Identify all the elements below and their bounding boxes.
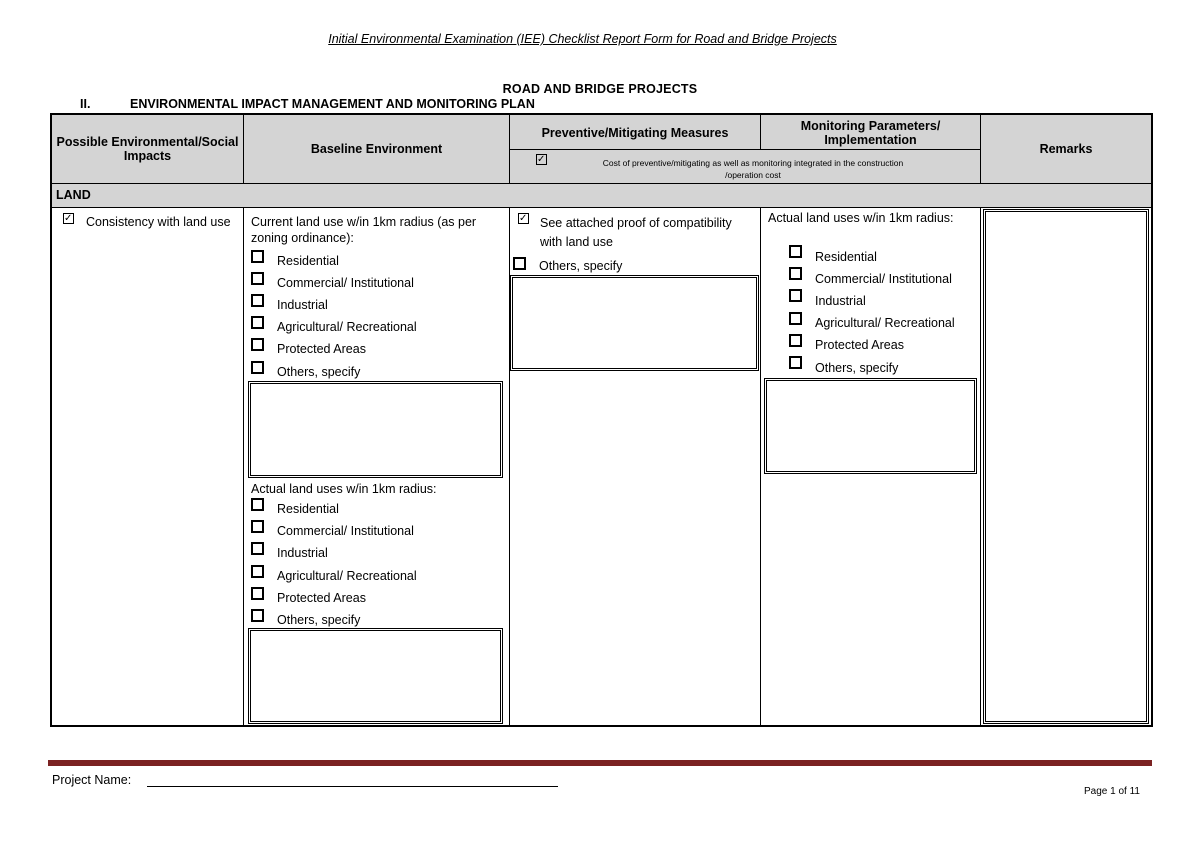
baseline-current-others-label: Others, specify	[277, 365, 361, 379]
category-row-background	[52, 184, 1151, 207]
document-header-title: Initial Environmental Examination (IEE) Checklist Report Form for Road and Bridge Projects	[328, 32, 837, 46]
mitigation-others-label: Others, specify	[539, 259, 623, 273]
baseline-actual-commercial-label: Commercial/ Institutional	[277, 524, 414, 538]
baseline-actual-others-field[interactable]	[248, 628, 503, 724]
monitoring-agricultural-checkbox[interactable]	[789, 312, 802, 325]
category-bottom-line	[52, 207, 1151, 208]
category-label: LAND	[56, 188, 91, 202]
monitoring-commercial-label: Commercial/ Institutional	[815, 272, 952, 286]
baseline-current-industrial-checkbox[interactable]	[251, 294, 264, 307]
baseline-actual-label: Actual land uses w/in 1km radius:	[251, 482, 437, 496]
monitoring-others-checkbox[interactable]	[789, 356, 802, 369]
header-bottom-line	[52, 183, 1151, 184]
monitoring-industrial-checkbox[interactable]	[789, 289, 802, 302]
monitoring-residential-label: Residential	[815, 250, 877, 264]
baseline-actual-residential-checkbox[interactable]	[251, 498, 264, 511]
baseline-current-others-checkbox[interactable]	[251, 361, 264, 374]
monitoring-protected-label: Protected Areas	[815, 338, 904, 352]
section-number: II.	[80, 97, 91, 111]
baseline-actual-commercial-checkbox[interactable]	[251, 520, 264, 533]
header-baseline-environment: Baseline Environment	[310, 142, 443, 156]
monitoring-agricultural-label: Agricultural/ Recreational	[815, 316, 955, 330]
baseline-current-industrial-label: Industrial	[277, 298, 328, 312]
baseline-current-agricultural-label: Agricultural/ Recreational	[277, 320, 417, 334]
impact-checkbox[interactable]	[63, 213, 74, 224]
monitoring-residential-checkbox[interactable]	[789, 245, 802, 258]
header-mitigating-measures: Preventive/Mitigating Measures	[541, 126, 729, 140]
baseline-current-residential-checkbox[interactable]	[251, 250, 264, 263]
monitoring-protected-checkbox[interactable]	[789, 334, 802, 347]
mitigation-proof-checkbox[interactable]	[518, 213, 529, 224]
cost-note-line1: Cost of preventive/mitigating as well as monitoring integrated in the construction	[602, 158, 904, 168]
header-monitoring-parameters: Monitoring Parameters/ Implementation	[800, 118, 941, 147]
mitigation-proof-label: See attached proof of compatibility with land use	[540, 216, 732, 249]
baseline-actual-residential-label: Residential	[277, 502, 339, 516]
baseline-current-others-field[interactable]	[248, 381, 503, 478]
baseline-actual-agricultural-label: Agricultural/ Recreational	[277, 569, 417, 583]
remarks-field[interactable]	[983, 209, 1149, 724]
baseline-current-agricultural-checkbox[interactable]	[251, 316, 264, 329]
monitoring-others-field[interactable]	[764, 378, 977, 474]
col-divider-3	[760, 207, 761, 725]
baseline-current-label: Current land use w/in 1km radius (as per zoning ordinance):	[251, 215, 477, 245]
col-divider-1	[243, 207, 244, 725]
mitigation-others-field[interactable]	[510, 275, 759, 371]
section-subtitle: ENVIRONMENTAL IMPACT MANAGEMENT AND MONITORING PLAN	[130, 97, 535, 111]
project-name-label: Project Name:	[52, 773, 132, 787]
baseline-current-commercial-label: Commercial/ Institutional	[277, 276, 414, 290]
baseline-actual-agricultural-checkbox[interactable]	[251, 565, 264, 578]
cost-note-line2: /operation cost	[725, 170, 781, 180]
baseline-current-commercial-checkbox[interactable]	[251, 272, 264, 285]
monitoring-commercial-checkbox[interactable]	[789, 267, 802, 280]
header-remarks: Remarks	[1039, 142, 1093, 156]
monitoring-actual-label: Actual land uses w/in 1km radius:	[768, 211, 954, 225]
cost-note-checkbox[interactable]	[536, 154, 547, 165]
header-possible-impacts: Possible Environmental/Social Impacts	[56, 135, 239, 163]
page-number: Page 1 of 11	[1084, 786, 1140, 797]
baseline-actual-protected-checkbox[interactable]	[251, 587, 264, 600]
baseline-actual-industrial-label: Industrial	[277, 546, 328, 560]
header-divider	[510, 149, 980, 150]
footer-divider	[48, 760, 1152, 766]
section-title: ROAD AND BRIDGE PROJECTS	[502, 82, 698, 96]
col-divider-4	[980, 207, 981, 725]
baseline-actual-protected-label: Protected Areas	[277, 591, 366, 605]
baseline-actual-others-label: Others, specify	[277, 613, 361, 627]
baseline-current-residential-label: Residential	[277, 254, 339, 268]
impact-label: Consistency with land use	[86, 215, 231, 229]
project-name-field[interactable]	[147, 786, 558, 787]
monitoring-industrial-label: Industrial	[815, 294, 866, 308]
baseline-current-protected-checkbox[interactable]	[251, 338, 264, 351]
baseline-actual-others-checkbox[interactable]	[251, 609, 264, 622]
mitigation-others-checkbox[interactable]	[513, 257, 526, 270]
baseline-current-protected-label: Protected Areas	[277, 342, 366, 356]
monitoring-others-label: Others, specify	[815, 361, 899, 375]
baseline-actual-industrial-checkbox[interactable]	[251, 542, 264, 555]
